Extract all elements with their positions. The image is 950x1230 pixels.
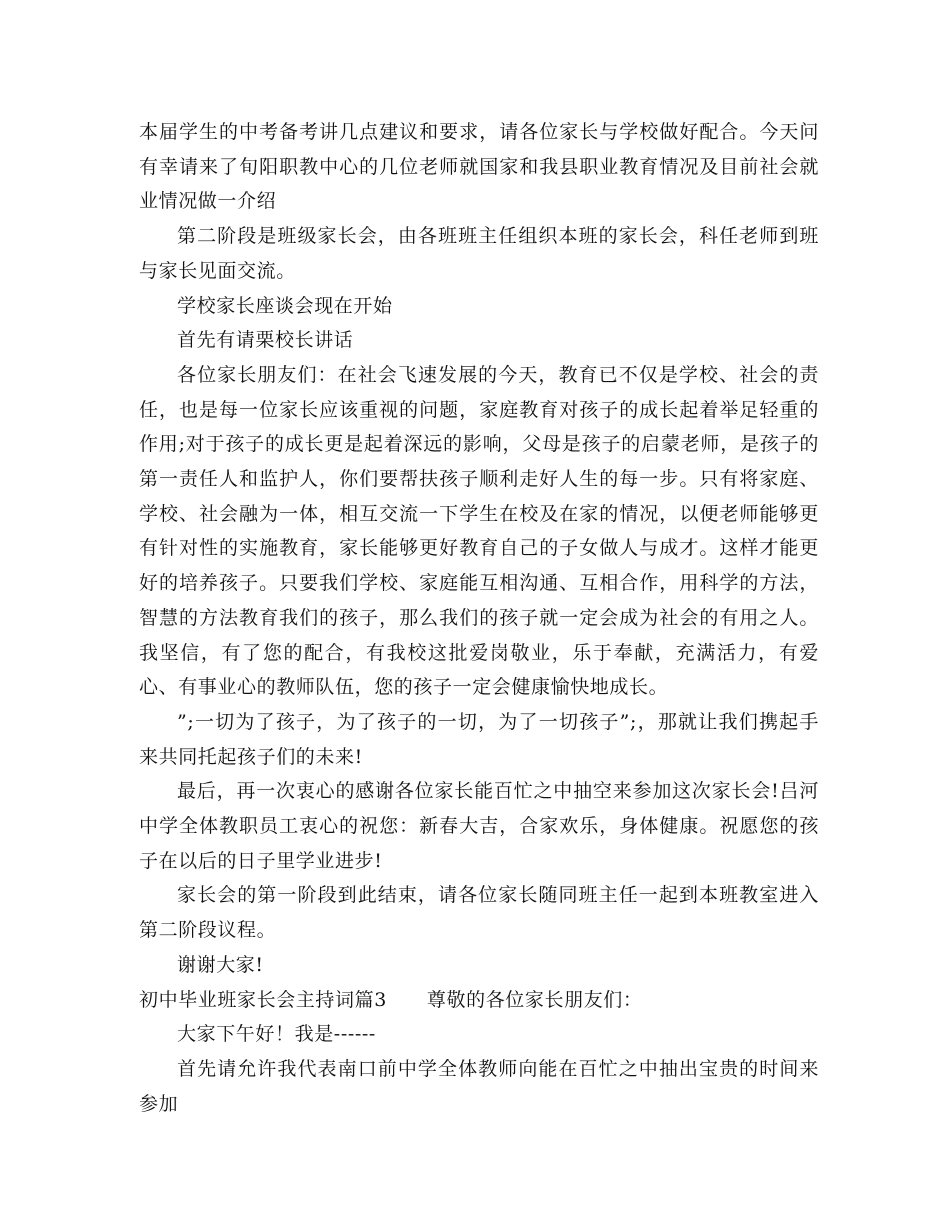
paragraph-address-parents: 各位家长朋友们：在社会飞速发展的今天，教育已不仅是学校、社会的责任，也是每一位家长应该重视的问题，家庭教育对孩子的成长起着举足轻重的作用;对于孩子的成长更是起着深远的影响，父母是孩子的启蒙老师，是孩子的第一责任人和监护人，你们要帮扶孩子顺利走好人生的每一步。只有将家庭、学校、社会融为一体，相互交流一下学生在校及在家的情况，以便老师能够更有针对性的实施教育，家长能够更好教育自己的子女做人与成才。这样才能更好的培养孩子。只要我们学校、家庭能互相沟通、互相合作，用科学的方法，智慧的方法教育我们的孩子，那么我们的孩子就一定会成为社会的有用之人。我坚信，有了您的配合，有我校这批爱岗敬业，乐于奉献，充满活力，有爱心、有事业心的教师队伍，您的孩子一定会健康愉快地成长。	[139, 363, 819, 699]
paragraph-meeting-start: 学校家长座谈会现在开始	[177, 294, 393, 317]
paragraph-welcome: 首先请允许我代表南口前中学全体教师向能在百忙之中抽出宝贵的时间来参加	[139, 1057, 819, 1115]
paragraph-thank-you: 谢谢大家!	[177, 953, 264, 976]
section-heading	[139, 983, 819, 1018]
paragraph-good-afternoon: 大家下午好！我是------	[177, 1023, 376, 1046]
section-greeting: 尊敬的各位家长朋友们：	[426, 988, 643, 1011]
section-title: 初中毕业班家长会主持词篇3	[139, 988, 387, 1011]
paragraph-closing-thanks: 最后，再一次衷心的感谢各位家长能百忙之中抽空来参加这次家长会!吕河中学全体教职员工衷心的祝您：新春大吉，合家欢乐，身体健康。祝愿您的孩子在以后的日子里学业进步!	[139, 780, 819, 872]
paragraph-principal-speech: 首先有请栗校长讲话	[177, 329, 354, 352]
paragraph-intro-continued: 本届学生的中考备考讲几点建议和要求，请各位家长与学校做好配合。今天问有幸请来了旬阳职教中心的几位老师就国家和我县职业教育情况及目前社会就业情况做一介绍	[139, 121, 819, 213]
paragraph-for-children: ”;一切为了孩子，为了孩子的一切，为了一切孩子”;，那就让我们携起手来共同托起孩子们的未来!	[139, 710, 819, 768]
paragraph-second-stage: 第二阶段是班级家长会，由各班班主任组织本班的家长会，科任老师到班与家长见面交流。	[139, 225, 819, 282]
document-body	[139, 115, 819, 1121]
paragraph-first-stage-end: 家长会的第一阶段到此结束，请各位家长随同班主任一起到本班教室进入第二阶段议程。	[139, 884, 819, 942]
